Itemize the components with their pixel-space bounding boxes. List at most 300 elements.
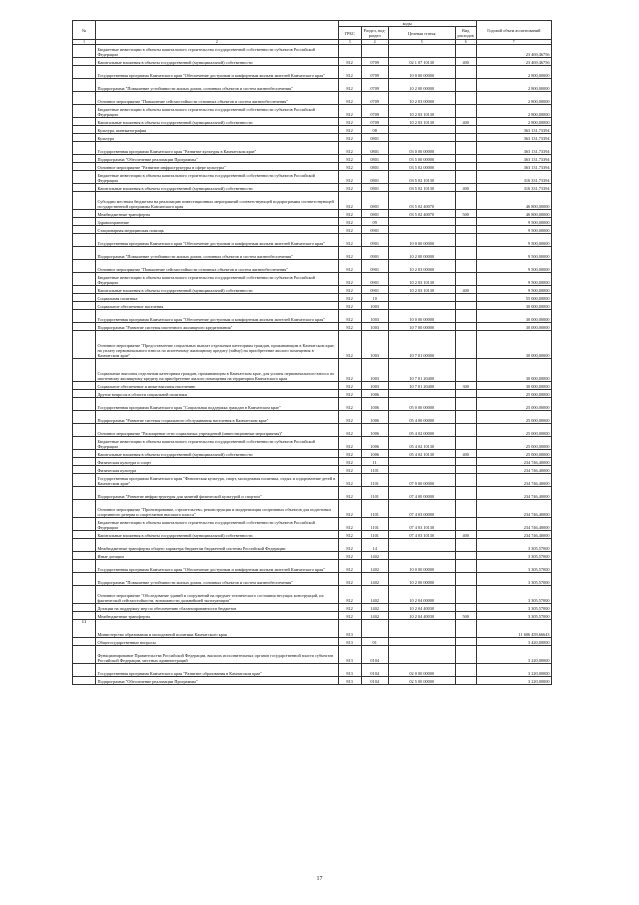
row-sum: 3 305,57000 — [476, 612, 551, 620]
row-sum: 9 500,00000 — [476, 218, 551, 226]
row-grbs: 812 — [338, 552, 361, 560]
row-target-article: 10 2 03 10130 — [388, 286, 455, 294]
row-grbs: 812 — [338, 184, 361, 192]
header-codes-group: коды — [338, 21, 476, 27]
row-sum: 46 800,00000 — [476, 210, 551, 218]
table-row — [73, 79, 552, 92]
row-razdel: 1006 — [361, 398, 388, 411]
row-grbs — [338, 45, 361, 58]
row-sum: 2 800,00000 — [476, 66, 551, 79]
table-row — [73, 218, 552, 226]
row-name: Государственная программа Камчатского края "Обеспечение доступным и комфортным жильем жителей Камчатского края" — [96, 66, 339, 79]
row-razdel: 1101 — [361, 531, 388, 539]
row-grbs: 812 — [338, 539, 361, 552]
table-row — [73, 118, 552, 126]
header-num: № — [73, 21, 96, 40]
row-number — [73, 134, 96, 142]
row-grbs: 812 — [338, 323, 361, 331]
row-sum: 25 000,00000 — [476, 424, 551, 437]
row-number — [73, 560, 96, 573]
header-razdel: Раздел, под-раздел — [361, 27, 388, 40]
row-name: Основное мероприятие "Предоставление социальных выплат отдельным категориям граждан, проживающим в Камчатском крае, на уплату первоначального взноса по ипотечному жилищному кредиту (займу) на приобретение жилого помещения в Камчатском крае" — [96, 331, 339, 359]
row-sum: 30 000,00000 — [476, 331, 551, 359]
row-razdel: 0104 — [361, 677, 388, 685]
row-sum: 3 305,57000 — [476, 604, 551, 612]
table-row — [73, 390, 552, 398]
row-expense-type — [455, 273, 476, 286]
row-target-article — [388, 134, 455, 142]
row-expense-type — [455, 638, 476, 646]
row-sum: 25 000,00000 — [476, 437, 551, 450]
row-sum: 25 000,00000 — [476, 411, 551, 424]
row-sum: 9 500,00000 — [476, 260, 551, 273]
table-row — [73, 45, 552, 58]
row-target-article: 10 2 00 00000 — [388, 573, 455, 586]
row-grbs: 812 — [338, 573, 361, 586]
row-grbs: 812 — [338, 163, 361, 171]
row-sum: 234 746,40000 — [476, 487, 551, 500]
row-sum: 30 000,00000 — [476, 302, 551, 310]
row-grbs: 812 — [338, 92, 361, 105]
row-target-article — [388, 45, 455, 58]
row-grbs: 812 — [338, 424, 361, 437]
table-row — [73, 474, 552, 487]
row-name: Основное мероприятие "Расширение сети социальных учреждений (инвестиционные мероприятия)" — [96, 424, 339, 437]
row-target-article: 10 0 00 00000 — [388, 310, 455, 323]
row-sum: 234 746,40000 — [476, 466, 551, 474]
row-expense-type — [455, 134, 476, 142]
row-razdel: 0901 — [361, 247, 388, 260]
row-razdel: 1003 — [361, 331, 388, 359]
page-number: 17 — [316, 876, 323, 882]
row-target-article — [388, 638, 455, 646]
row-number — [73, 126, 96, 134]
row-name: Здравоохранение — [96, 218, 339, 226]
row-target-article: 10 2 03 10130 — [388, 118, 455, 126]
row-expense-type — [455, 474, 476, 487]
row-expense-type — [455, 539, 476, 552]
row-number — [73, 294, 96, 302]
row-expense-type — [455, 664, 476, 677]
row-grbs: 812 — [338, 398, 361, 411]
row-number — [73, 192, 96, 210]
row-razdel — [361, 620, 388, 638]
row-razdel: 0801 — [361, 155, 388, 163]
row-name: Общегосударственные вопросы — [96, 638, 339, 646]
row-expense-type — [455, 424, 476, 437]
row-number — [73, 500, 96, 518]
row-razdel: 0709 — [361, 118, 388, 126]
row-grbs: 812 — [338, 260, 361, 273]
row-sum: 30 000,00000 — [476, 323, 551, 331]
row-number — [73, 142, 96, 155]
row-sum: 234 746,40000 — [476, 500, 551, 518]
row-name: Капитальные вложения в объекты государственной (муниципальной) собственности — [96, 531, 339, 539]
row-target-article: 03 5 02 10130 — [388, 171, 455, 184]
row-sum: 3 220,00000 — [476, 664, 551, 677]
row-target-article — [388, 458, 455, 466]
table-row — [73, 192, 552, 210]
row-target-article: 10 0 00 00000 — [388, 234, 455, 247]
row-number — [73, 323, 96, 331]
row-expense-type — [455, 359, 476, 382]
table-row — [73, 310, 552, 323]
table-row — [73, 171, 552, 184]
row-razdel: 0709 — [361, 92, 388, 105]
table-row — [73, 458, 552, 466]
row-expense-type — [455, 79, 476, 92]
row-target-article: 10 2 00 00000 — [388, 79, 455, 92]
row-target-article: 10 7 01 00000 — [388, 331, 455, 359]
row-number — [73, 45, 96, 58]
row-name: Основное мероприятие "Обследование зданий и сооружений на предмет технического состояния несущих конструкций, их фактической сейсмостойкости, возможности дальнейшей эксплуатации" — [96, 586, 339, 604]
row-sum: 30 000,00000 — [476, 310, 551, 323]
table-row — [73, 677, 552, 685]
row-number — [73, 539, 96, 552]
row-name: Подпрограмма "Развитие инфраструктуры для занятий физической культурой и спортом" — [96, 487, 339, 500]
row-expense-type — [455, 247, 476, 260]
row-grbs: 812 — [338, 411, 361, 424]
header-grbs: ГРБС — [338, 27, 361, 40]
row-expense-type — [455, 331, 476, 359]
row-expense-type — [455, 260, 476, 273]
table-row — [73, 539, 552, 552]
row-sum: 3 305,57000 — [476, 586, 551, 604]
table-row — [73, 382, 552, 390]
row-number — [73, 518, 96, 531]
row-expense-type — [455, 560, 476, 573]
row-number — [73, 226, 96, 234]
row-sum: 234 746,40000 — [476, 518, 551, 531]
row-razdel: 1101 — [361, 518, 388, 531]
row-grbs: 812 — [338, 331, 361, 359]
row-expense-type — [455, 192, 476, 210]
row-target-article: 10 2 03 00000 — [388, 260, 455, 273]
row-name: Бюджетные инвестиции в объекты капитального строительства государственной собственности субъектов Российской Федерации — [96, 437, 339, 450]
row-sum: 2 800,00000 — [476, 118, 551, 126]
row-sum: 25 000,00000 — [476, 390, 551, 398]
row-grbs: 812 — [338, 437, 361, 450]
row-grbs: 812 — [338, 458, 361, 466]
row-sum: 23 469,46756 — [476, 45, 551, 58]
row-sum: 3 305,57000 — [476, 539, 551, 552]
row-name: Бюджетные инвестиции в объекты капитального строительства государственной собственности субъектов Российской Федерации — [96, 105, 339, 118]
row-number — [73, 184, 96, 192]
row-target-article — [388, 539, 455, 552]
row-name: Государственная программа Камчатского края "Социальная поддержка граждан в Камчатском крае" — [96, 398, 339, 411]
row-name: Государственная программа Камчатского края "Развитие культуры в Камчатском крае" — [96, 142, 339, 155]
row-expense-type — [455, 66, 476, 79]
row-number — [73, 218, 96, 226]
row-razdel: 1402 — [361, 560, 388, 573]
row-sum: 234 746,40000 — [476, 531, 551, 539]
row-number — [73, 234, 96, 247]
row-grbs: 812 — [338, 210, 361, 218]
row-name: Государственная программа Камчатского края "Физическая культура, спорт, молодежная политика, отдых и оздоровление детей в Камчатском крае" — [96, 474, 339, 487]
table-row — [73, 612, 552, 620]
row-name: Межбюджетные трансферты — [96, 612, 339, 620]
row-number — [73, 163, 96, 171]
row-number — [73, 531, 96, 539]
row-name: Основное мероприятие "Развитие инфраструктуры в сфере культуры" — [96, 163, 339, 171]
row-grbs: 812 — [338, 126, 361, 134]
row-razdel: 1101 — [361, 466, 388, 474]
row-expense-type — [455, 45, 476, 58]
row-target-article: 02 1 07 10130 — [388, 58, 455, 66]
row-name: Подпрограмма "Повышение устойчивости жилых домов, основных объектов и систем жизнеобеспечения" — [96, 573, 339, 586]
row-name: Капитальные вложения в объекты государственной (муниципальной) собственности — [96, 118, 339, 126]
header-index: 6 — [455, 40, 476, 45]
table-row — [73, 518, 552, 531]
row-grbs: 812 — [338, 79, 361, 92]
row-number — [73, 458, 96, 466]
row-target-article — [388, 218, 455, 226]
row-number — [73, 359, 96, 382]
row-razdel: 1101 — [361, 487, 388, 500]
row-number — [73, 310, 96, 323]
row-name: Физическая культура и спорт — [96, 458, 339, 466]
row-name: Бюджетные инвестиции в объекты капитального строительства государственной собственности субъектов Российской Федерации — [96, 45, 339, 58]
row-grbs: 813 — [338, 646, 361, 664]
row-target-article — [388, 302, 455, 310]
table-row — [73, 234, 552, 247]
row-razdel: 1003 — [361, 382, 388, 390]
row-target-article: 03 0 00 00000 — [388, 142, 455, 155]
row-razdel: 0801 — [361, 171, 388, 184]
row-target-article: 05 4 00 00000 — [388, 411, 455, 424]
row-target-article — [388, 226, 455, 234]
row-grbs: 812 — [338, 560, 361, 573]
row-grbs: 812 — [338, 218, 361, 226]
table-row — [73, 92, 552, 105]
header-target-article: Целевая статья — [388, 27, 455, 40]
row-sum: 9 500,00000 — [476, 226, 551, 234]
row-sum: 363 131,73394 — [476, 142, 551, 155]
row-target-article: 10 7 00 00000 — [388, 323, 455, 331]
row-razdel — [361, 45, 388, 58]
row-grbs: 812 — [338, 500, 361, 518]
header-name — [96, 21, 339, 40]
row-expense-type — [455, 620, 476, 638]
row-name: Функционирование Правительства Российской Федерации, высших исполнительных органов государственной власти субъектов Российской Федерации, местных администраций — [96, 646, 339, 664]
row-target-article — [388, 390, 455, 398]
row-number — [73, 638, 96, 646]
row-razdel: 0709 — [361, 58, 388, 66]
row-number — [73, 118, 96, 126]
row-razdel: 1003 — [361, 310, 388, 323]
row-expense-type — [455, 155, 476, 163]
row-target-article: 10 2 04 40030 — [388, 612, 455, 620]
row-name: Капитальные вложения в объекты государственной (муниципальной) собственности — [96, 184, 339, 192]
row-grbs: 812 — [338, 286, 361, 294]
row-sum: 55 000,00000 — [476, 294, 551, 302]
table-row — [73, 286, 552, 294]
row-expense-type — [455, 437, 476, 450]
row-target-article: 07 4 03 00000 — [388, 500, 455, 518]
table-row — [73, 126, 552, 134]
row-grbs: 812 — [338, 382, 361, 390]
table-row — [73, 105, 552, 118]
table-row — [73, 66, 552, 79]
row-expense-type — [455, 573, 476, 586]
row-number — [73, 247, 96, 260]
row-grbs: 813 — [338, 620, 361, 638]
table-row — [73, 411, 552, 424]
row-grbs: 812 — [338, 226, 361, 234]
row-target-article — [388, 620, 455, 638]
row-expense-type — [455, 310, 476, 323]
row-razdel: 1003 — [361, 302, 388, 310]
row-grbs: 812 — [338, 604, 361, 612]
row-grbs: 812 — [338, 487, 361, 500]
row-expense-type — [455, 171, 476, 184]
row-expense-type: 400 — [455, 118, 476, 126]
row-razdel: 0801 — [361, 210, 388, 218]
row-razdel: 0801 — [361, 134, 388, 142]
row-razdel: 0901 — [361, 286, 388, 294]
row-grbs: 812 — [338, 142, 361, 155]
row-expense-type — [455, 226, 476, 234]
row-grbs: 812 — [338, 105, 361, 118]
row-target-article: 05 4 02 00000 — [388, 424, 455, 437]
row-expense-type: 400 — [455, 450, 476, 458]
row-name: Капитальные вложения в объекты государственной (муниципальной) собственности — [96, 450, 339, 458]
row-sum: 316 331,73394 — [476, 184, 551, 192]
row-sum: 46 800,00000 — [476, 192, 551, 210]
row-target-article — [388, 646, 455, 664]
row-razdel: 0801 — [361, 142, 388, 155]
row-sum: 2 800,00000 — [476, 79, 551, 92]
row-target-article: 10 2 04 00000 — [388, 586, 455, 604]
row-expense-type — [455, 646, 476, 664]
row-grbs: 812 — [338, 234, 361, 247]
table-row — [73, 247, 552, 260]
row-grbs: 812 — [338, 134, 361, 142]
row-grbs: 812 — [338, 390, 361, 398]
row-name: Подпрограмма "Развитие системы ипотечного жилищного кредитования" — [96, 323, 339, 331]
row-name: Бюджетные инвестиции в объекты капитального строительства государственной собственности субъектов Российской Федерации — [96, 171, 339, 184]
table-row — [73, 58, 552, 66]
table-row — [73, 302, 552, 310]
row-name: Социальные выплаты отдельным категориям граждан, проживающим в Камчатском крае, для уплаты первоначального взноса по ипотечному жилищному кредиту на приобретение жилого помещения на территории Камчатского края — [96, 359, 339, 382]
row-expense-type: 400 — [455, 184, 476, 192]
budget-table — [72, 20, 552, 685]
row-expense-type — [455, 487, 476, 500]
row-name: Капитальные вложения в объекты государственной (муниципальной) собственности — [96, 286, 339, 294]
row-grbs: 813 — [338, 664, 361, 677]
row-razdel: 1402 — [361, 604, 388, 612]
header-sum: Годовой объем ассигнований — [476, 21, 551, 40]
row-number — [73, 92, 96, 105]
row-target-article: 10 7 01 20400 — [388, 359, 455, 382]
row-grbs: 812 — [338, 66, 361, 79]
row-target-article — [388, 466, 455, 474]
row-razdel: 0801 — [361, 163, 388, 171]
row-name: Подпрограмма "Повышение устойчивости жилых домов, основных объектов и систем жизнеобеспечения" — [96, 79, 339, 92]
row-name: Основное мероприятие "Повышение сейсмостойкости основных объектов и систем жизнеобеспечения" — [96, 260, 339, 273]
row-razdel: 1402 — [361, 573, 388, 586]
row-number — [73, 604, 96, 612]
row-target-article: 07 4 03 10130 — [388, 531, 455, 539]
row-razdel: 10 — [361, 294, 388, 302]
row-expense-type — [455, 234, 476, 247]
row-sum: 3 305,57000 — [476, 552, 551, 560]
row-target-article: 07 4 00 00000 — [388, 487, 455, 500]
row-sum: 3 305,57000 — [476, 560, 551, 573]
row-sum: 234 746,40000 — [476, 458, 551, 466]
row-grbs: 812 — [338, 586, 361, 604]
row-grbs: 812 — [338, 302, 361, 310]
row-sum: 3 220,00000 — [476, 646, 551, 664]
table-row — [73, 398, 552, 411]
row-razdel: 1402 — [361, 586, 388, 604]
row-target-article: 03 5 02 10130 — [388, 184, 455, 192]
row-grbs: 812 — [338, 118, 361, 126]
header-expense-type: Вид расходов — [455, 27, 476, 40]
table-row — [73, 450, 552, 458]
row-expense-type — [455, 518, 476, 531]
row-expense-type: 400 — [455, 58, 476, 66]
row-target-article: 05 4 02 10130 — [388, 450, 455, 458]
row-sum: 9 500,00000 — [476, 273, 551, 286]
row-sum: 3 420,00000 — [476, 638, 551, 646]
table-row — [73, 142, 552, 155]
row-number — [73, 155, 96, 163]
row-name: Межбюджетные трансферты общего характера бюджетам бюджетной системы Российской Федерации — [96, 539, 339, 552]
row-name: Подпрограмма "Обеспечение реализации Программы" — [96, 677, 339, 685]
row-grbs: 812 — [338, 518, 361, 531]
row-sum: 25 000,00000 — [476, 450, 551, 458]
row-grbs: 812 — [338, 273, 361, 286]
table-row — [73, 638, 552, 646]
row-razdel: 1402 — [361, 612, 388, 620]
row-target-article: 05 4 02 10130 — [388, 437, 455, 450]
header-index: 7 — [476, 40, 551, 45]
table-row — [73, 646, 552, 664]
row-razdel: 0709 — [361, 66, 388, 79]
table-row — [73, 273, 552, 286]
row-expense-type — [455, 458, 476, 466]
row-expense-type — [455, 604, 476, 612]
row-name: Подпрограмма "Развитие системы социального обслуживания населения в Камчатском крае" — [96, 411, 339, 424]
row-grbs: 812 — [338, 58, 361, 66]
row-grbs: 813 — [338, 677, 361, 685]
row-name: Социальное обеспечение и иные выплаты населению — [96, 382, 339, 390]
row-expense-type — [455, 294, 476, 302]
row-number — [73, 66, 96, 79]
row-grbs: 812 — [338, 474, 361, 487]
row-target-article: 03 5 02 40070 — [388, 192, 455, 210]
row-expense-type: 400 — [455, 531, 476, 539]
row-expense-type — [455, 390, 476, 398]
row-name: Бюджетные инвестиции в объекты капитального строительства государственной собственности субъектов Российской Федерации — [96, 273, 339, 286]
table-row — [73, 184, 552, 192]
row-razdel: 0801 — [361, 184, 388, 192]
row-razdel: 11 — [361, 458, 388, 466]
row-name: Государственная программа Камчатского края "Обеспечение доступным и комфортным жильем жителей Камчатского края" — [96, 560, 339, 573]
row-number — [73, 487, 96, 500]
row-name: Министерство образования и молодежной политики Камчатского края — [96, 620, 339, 638]
table-row — [73, 226, 552, 234]
table-row — [73, 359, 552, 382]
row-grbs: 812 — [338, 310, 361, 323]
row-grbs: 812 — [338, 192, 361, 210]
header-index: 4 — [361, 40, 388, 45]
row-name: Государственная программа Камчатского края "Развитие образования в Камчатском крае" — [96, 664, 339, 677]
row-expense-type — [455, 466, 476, 474]
row-grbs: 812 — [338, 155, 361, 163]
row-number — [73, 331, 96, 359]
